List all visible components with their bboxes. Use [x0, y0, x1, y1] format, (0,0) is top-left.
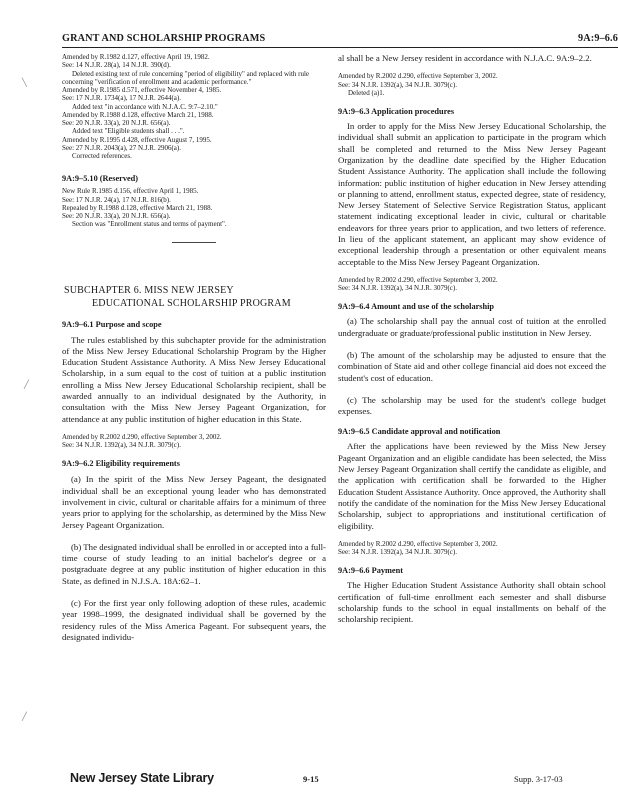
section-paragraph-6-4-c: (c) The scholarship may be used for the student's college budget expenses. — [338, 394, 606, 417]
section-paragraph-6-4-a: (a) The scholarship shall pay the annual cost of tuition at the enrolled undergraduate or graduate/professional public institution in New Jersey. — [338, 316, 606, 338]
section-heading-9-5-10: 9A:9–5.10 (Reserved) — [62, 174, 139, 184]
section-heading-6-4: 9A:9–6.4 Amount and use of the scholarship — [338, 302, 495, 312]
running-header — [62, 33, 618, 47]
history-note: See: 34 N.J.R. 1392(a), 34 N.J.R. 3079(c). — [338, 284, 457, 293]
footer-supplement-date: Supp. 3-17-03 — [514, 774, 563, 784]
footer-page-number: 9-15 — [303, 774, 319, 784]
section-paragraph-6-4-b: (b) The amount of the scholarship may be adjusted to ensure that the combination of State aid and other college financial aid does not exceed the student's cost of education. — [338, 350, 606, 383]
header-rule — [62, 47, 618, 48]
history-note: Deleted (a)1. — [348, 88, 385, 97]
history-note: Added text "Eligible students shall . . .". — [72, 127, 185, 136]
section-paragraph-6-2-c-cont: al shall be a New Jersey resident in accordance with N.J.A.C. 9A:9–2.2. — [338, 53, 592, 63]
section-heading-6-5: 9A:9–6.5 Candidate approval and notification — [338, 427, 501, 437]
margin-mark: ╲ — [22, 78, 27, 87]
history-note: Section was "Enrollment status and terms of payment". — [72, 220, 227, 229]
section-heading-6-1: 9A:9–6.1 Purpose and scope — [62, 319, 162, 329]
section-heading-6-2: 9A:9–6.2 Eligibility requirements — [62, 459, 180, 469]
history-note: See: 14 N.J.R. 28(a), 14 N.J.R. 390(d). — [62, 61, 171, 70]
history-note: See: 17 N.J.R. 1734(a), 17 N.J.R. 2644(a). — [62, 94, 181, 103]
section-body-6-3: In order to apply for the Miss New Jersey Educational Scholarship, the individual shall submit an application to participate in the program which shall be completed and returned to the Miss New Jersey Pageant Organization by the deadline date specified by the Higher Education Student Assistance Authority. The application shall include the following information: public institution of higher education in New Jersey attending or planning to attend, enrollment status, expected degree, state of residency, New Jersey Statement of Selective Service Registration Status, applicant statement indicating exceptional leader in civic, cultural or charitable endeavors for three years prior to application, and two letters of reference. In lieu of the applicant statement, an applicant may show evidence of exceptional leadership through a presentation or other equivalent means acceptable to the Miss New Jersey Pageant Organization. — [338, 121, 606, 267]
left-column — [62, 53, 326, 643]
history-note: New Rule R.1985 d.156, effective April 1, 1985. — [62, 187, 199, 196]
margin-mark: ╱ — [22, 712, 27, 721]
section-body-6-1: The rules established by this subchapter provide for the administration of the Miss New Jersey Educational Scholarship Program by the Higher Education Student Assistance Authority. A Miss New Jersey Educational Scholarship, in a sum equal to the cost of tuition at a public institution enrolling a Miss New Jersey Educational Scholarship recipient, shall be awarded annually to an individual designated by the Authority, in consultation with the Miss New Jersey Pageant Organization, for attendance at any public institution of higher education in this State. — [62, 334, 326, 424]
subchapter-title-cont: EDUCATIONAL SCHOLARSHIP PROGRAM — [92, 297, 291, 309]
section-heading-6-3: 9A:9–6.3 Application procedures — [338, 107, 455, 117]
header-title: GRANT AND SCHOLARSHIP PROGRAMS — [62, 33, 266, 44]
right-column — [338, 53, 606, 626]
header-section-number: 9A:9–6.6 — [578, 33, 618, 44]
history-note: Corrected references. — [72, 152, 132, 160]
history-note: Amended by R.1985 d.571, effective November 4, 1985. — [62, 86, 222, 94]
section-heading-6-6: 9A:9–6.6 Payment — [338, 566, 403, 576]
history-note: See: 20 N.J.R. 33(a), 20 N.J.R. 656(a). — [62, 119, 171, 127]
history-note: Repealed by R.1988 d.128, effective March 21, 1988. — [62, 203, 213, 212]
margin-mark: ╱ — [24, 380, 29, 389]
history-note: Amended by R.2002 d.290, effective September 3, 2002. — [62, 432, 222, 441]
history-note: Amended by R.2002 d.290, effective September 3, 2002. — [338, 275, 498, 284]
footer-library-name: New Jersey State Library — [70, 771, 214, 785]
history-note: Amended by R.2002 d.290, effective September 3, 2002. — [338, 539, 498, 548]
section-paragraph-6-2-c: (c) For the first year only following adoption of these rules, academic year 1998–1999, the designated individual shall be governed by the residency rules of the Miss America Pageant. For subsequent years, the designated individu- — [62, 598, 326, 642]
history-note: Amended by R.1995 d.428, effective August 7, 1995. — [62, 135, 212, 144]
subchapter-title: SUBCHAPTER 6. MISS NEW JERSEY — [64, 284, 234, 296]
section-paragraph-6-2-b: (b) The designated individual shall be enrolled in or accepted into a full-time course of study leading to an initial bachelor's degree or a postgraduate degree at any public institution of higher education in this State, as defined in N.J.S.A. 18A:62–1. — [62, 541, 326, 586]
history-note: Amended by R.1988 d.128, effective March 21, 1988. — [62, 110, 214, 119]
section-paragraph-6-2-a: (a) In the spirit of the Miss New Jersey Pageant, the designated individual shall be an exceptional young leader who has demonstrated involvement in civic, cultural or charitable affairs for a minimum of three years prior to applying for the scholarship, as determined by the Miss New Jersey Pageant Organization. — [62, 474, 326, 530]
history-note: See: 34 N.J.R. 1392(a), 34 N.J.R. 3079(c). — [62, 441, 181, 450]
history-note: See: 27 N.J.R. 2043(a), 27 N.J.R. 2906(a). — [62, 143, 181, 152]
section-body-6-6: The Higher Education Student Assistance Authority shall obtain school certification of full-time enrollment each semester and shall disburse scholarship funds to the school in equal installments on behalf of the scholarship recipient. — [338, 580, 606, 625]
history-note: See: 34 N.J.R. 1392(a), 34 N.J.R. 3079(c). — [338, 548, 457, 557]
history-note: Amended by R.1982 d.127, effective April 19, 1982. — [62, 53, 210, 61]
history-note: See: 34 N.J.R. 1392(a), 34 N.J.R. 3079(c). — [338, 80, 457, 89]
history-note: Added text "in accordance with N.J.A.C. 9:7–2.10." — [72, 102, 218, 111]
history-note: Deleted existing text of rule concerning "period of eligibility" and replaced with rule concerning "verification of enrollment and academic performance." — [62, 69, 310, 86]
history-note: Amended by R.2002 d.290, effective September 3, 2002. — [338, 72, 498, 81]
history-note: See: 17 N.J.R. 24(a), 17 N.J.R. 816(b). — [62, 195, 171, 204]
history-note: See: 20 N.J.R. 33(a), 20 N.J.R. 656(a). — [62, 212, 171, 220]
section-body-6-5: After the applications have been reviewed by the Miss New Jersey Pageant Organization and an eligible candidate has been selected, the Miss New Jersey Pageant Organization shall certify the candidate as eligible, and the application with certification shall be forwarded to the Higher Education Student Assistance Authority. Once approved, the Authority shall notify the candidate of the nomination for the Miss New Jersey Educational Scholarship, subject to appropriations and institutional certification of eligibility. — [338, 441, 606, 531]
